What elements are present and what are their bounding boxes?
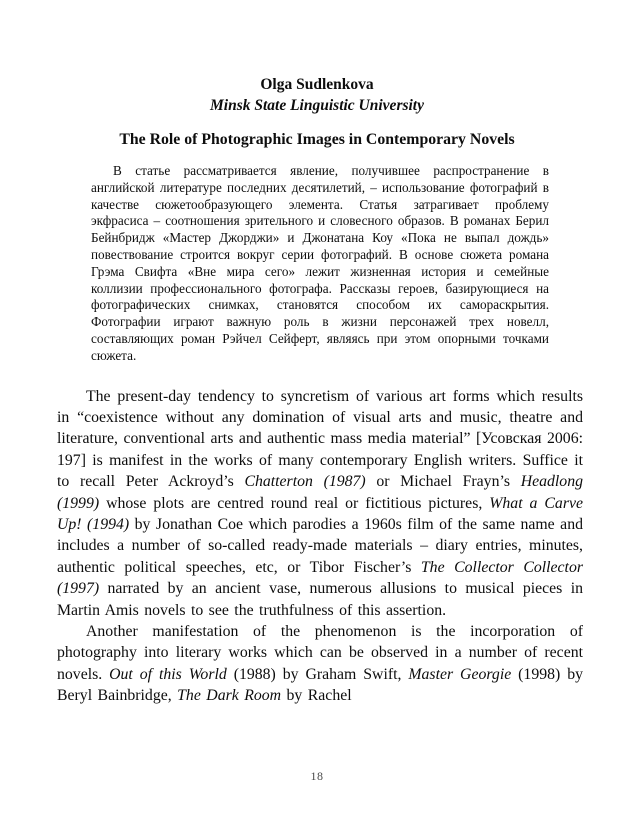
body-paragraph: The present-day tendency to syncretism of various art forms which results in “coexistence without any domination of visual arts and music, theatre and literature, conventional arts and authentic mass media material” [Усовская 2006: 197] is manifest in the works of many contemporary English writers. Suffice it to recall Peter Ackroyd’s Chatterton (1987) or Michael Frayn’s Headlong (1999) whose plots are centred round real or fictitious pictures, What a Carve Up! (1994) by Jonathan Coe which parodies a 1960s film of the same name and includes a number of so-called ready-made materials – diary entries, minutes, authentic political speeches, etc, or Tibor Fischer’s The Collector Collector (1997) narrated by an ancient vase, numerous allusions to musical pieces in Martin Amis novels to see the truthfulness of this assertion. xyxy=(57,387,583,619)
page-number: 18 xyxy=(310,769,324,783)
author-name: Olga Sudlenkova xyxy=(260,76,374,93)
body-text-block xyxy=(57,386,583,707)
article-title: The Role of Photographic Images in Contemporary Novels xyxy=(119,131,515,148)
body-paragraph: Another manifestation of the phenomenon is the incorporation of photography into literary works which can be observed in a number of recent novels. Out of this World (1988) by Graham Swift, Master Georgie (1998) by Beryl Bainbridge, The Dark Room by Rachel xyxy=(57,623,583,705)
header-block xyxy=(0,0,634,116)
abstract-paragraph: В статье рассматривается явление, получившее распространение в английской литературе последних десятилетий, – использование фотографий в качестве сюжетообразующего элемента. Статья затрагивает проблему экфрасиса – соотношения зрительного и словесного образов. В романах Берил Бейнбридж «Мастер Джорджи» и Джонатана Коу «Пока не выпал дождь» повествование строится вокруг серии фотографий. В основе сюжета романа Грэма Свифта «Вне мира сего» лежит жизненная история и семейные коллизии профессионального фотографа. Рассказы героев, базирующиеся на фотографических снимках, становятся способом их самораскрытия. Фотографии играют важную роль в жизни персонажей трех новелл, составляющих роман Рэйчел Сейферт, являясь при этом опорными точками сюжета. xyxy=(91,163,549,363)
author-affiliation: Minsk State Linguistic University xyxy=(209,97,424,114)
